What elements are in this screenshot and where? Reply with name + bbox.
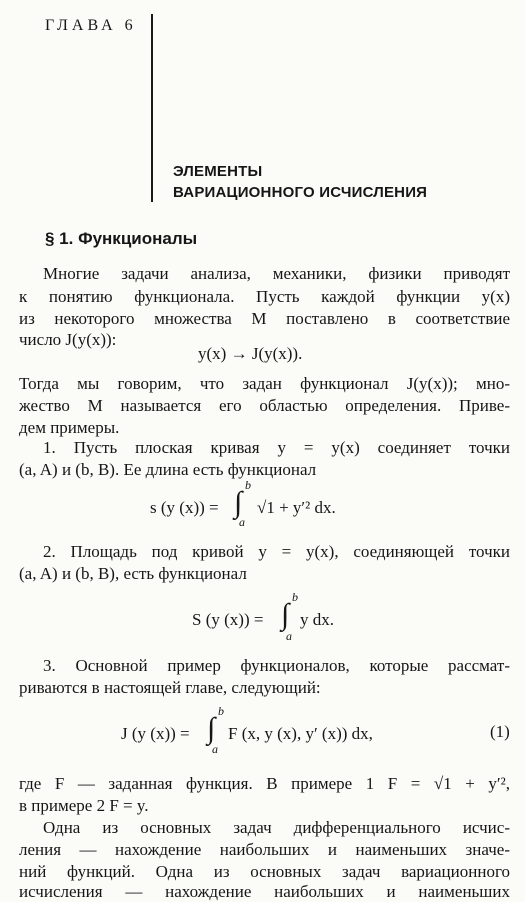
- integral-sign: ∫: [281, 598, 290, 631]
- text-line: 1. Пусть плоская кривая y = y(x) соединяет точки: [43, 438, 510, 457]
- chapter-title-line2: ВАРИАЦИОННОГО ИСЧИСЛЕНИЯ: [173, 184, 428, 201]
- formula-area-left: S (y (x)) =: [192, 610, 264, 629]
- text-line: Одна из основных задач дифференциального исчис-: [43, 818, 510, 837]
- text-line: жество M называется его областью определения. Приве-: [19, 396, 510, 415]
- text-line: к понятию функционала. Пусть каждой функции y(x): [19, 287, 510, 306]
- text-line: ления — нахождение наибольших и наименьших значе-: [19, 840, 510, 859]
- chapter-divider: [151, 14, 153, 202]
- text-line: где F — заданная функция. В примере 1 F = √1 + y′²,: [19, 774, 510, 793]
- integral-sign: ∫: [207, 712, 216, 745]
- formula-main-left: J (y (x)) =: [121, 724, 190, 743]
- text-line: исчисления — нахождение наибольших и наименьших: [19, 882, 510, 901]
- text-line: в примере 2 F = y.: [19, 796, 149, 815]
- integral-upper-limit: b: [245, 478, 251, 492]
- formula-area-right: y dx.: [300, 610, 334, 629]
- text-line: 3. Основной пример функционалов, которые рассмат-: [43, 656, 510, 675]
- text-line: риваются в настоящей главе, следующий:: [19, 678, 321, 697]
- formula-length-right: √1 + y′² dx.: [257, 498, 336, 517]
- integral-lower-limit: a: [286, 629, 292, 643]
- integral-lower-limit: a: [239, 515, 245, 529]
- section-heading: § 1. Функционалы: [45, 229, 198, 248]
- integral-upper-limit: b: [292, 590, 298, 604]
- text-line: (a, A) и (b, B), есть функционал: [19, 564, 247, 583]
- text-line: 2. Площадь под кривой y = y(x), соединяющей точки: [43, 542, 510, 561]
- equation-number: (1): [490, 722, 510, 741]
- integral-upper-limit: b: [218, 704, 224, 718]
- text-line: из некоторого множества M поставлено в соответствие: [19, 309, 510, 328]
- chapter-title-line1: ЭЛЕМЕНТЫ: [173, 163, 263, 180]
- text-line: ний функций. Одна из основных задач вариационного: [19, 862, 510, 881]
- chapter-label: ГЛАВА 6: [45, 17, 137, 34]
- text-line: Тогда мы говорим, что задан функционал J(y(x)); мно-: [19, 374, 510, 393]
- text-line: (a, A) и (b, B). Ее длина есть функционал: [19, 460, 317, 479]
- integral-sign: ∫: [234, 486, 243, 519]
- text-line: Многие задачи анализа, механики, физики приводят: [43, 264, 510, 283]
- integral-lower-limit: a: [212, 742, 218, 756]
- formula-length-left: s (y (x)) =: [150, 498, 219, 517]
- formula-main-right: F (x, y (x), y′ (x)) dx,: [228, 724, 373, 743]
- mapping-formula: y(x) → J(y(x)).: [198, 344, 303, 363]
- text-line: число J(y(x)):: [19, 330, 117, 349]
- text-line: дем примеры.: [19, 418, 120, 437]
